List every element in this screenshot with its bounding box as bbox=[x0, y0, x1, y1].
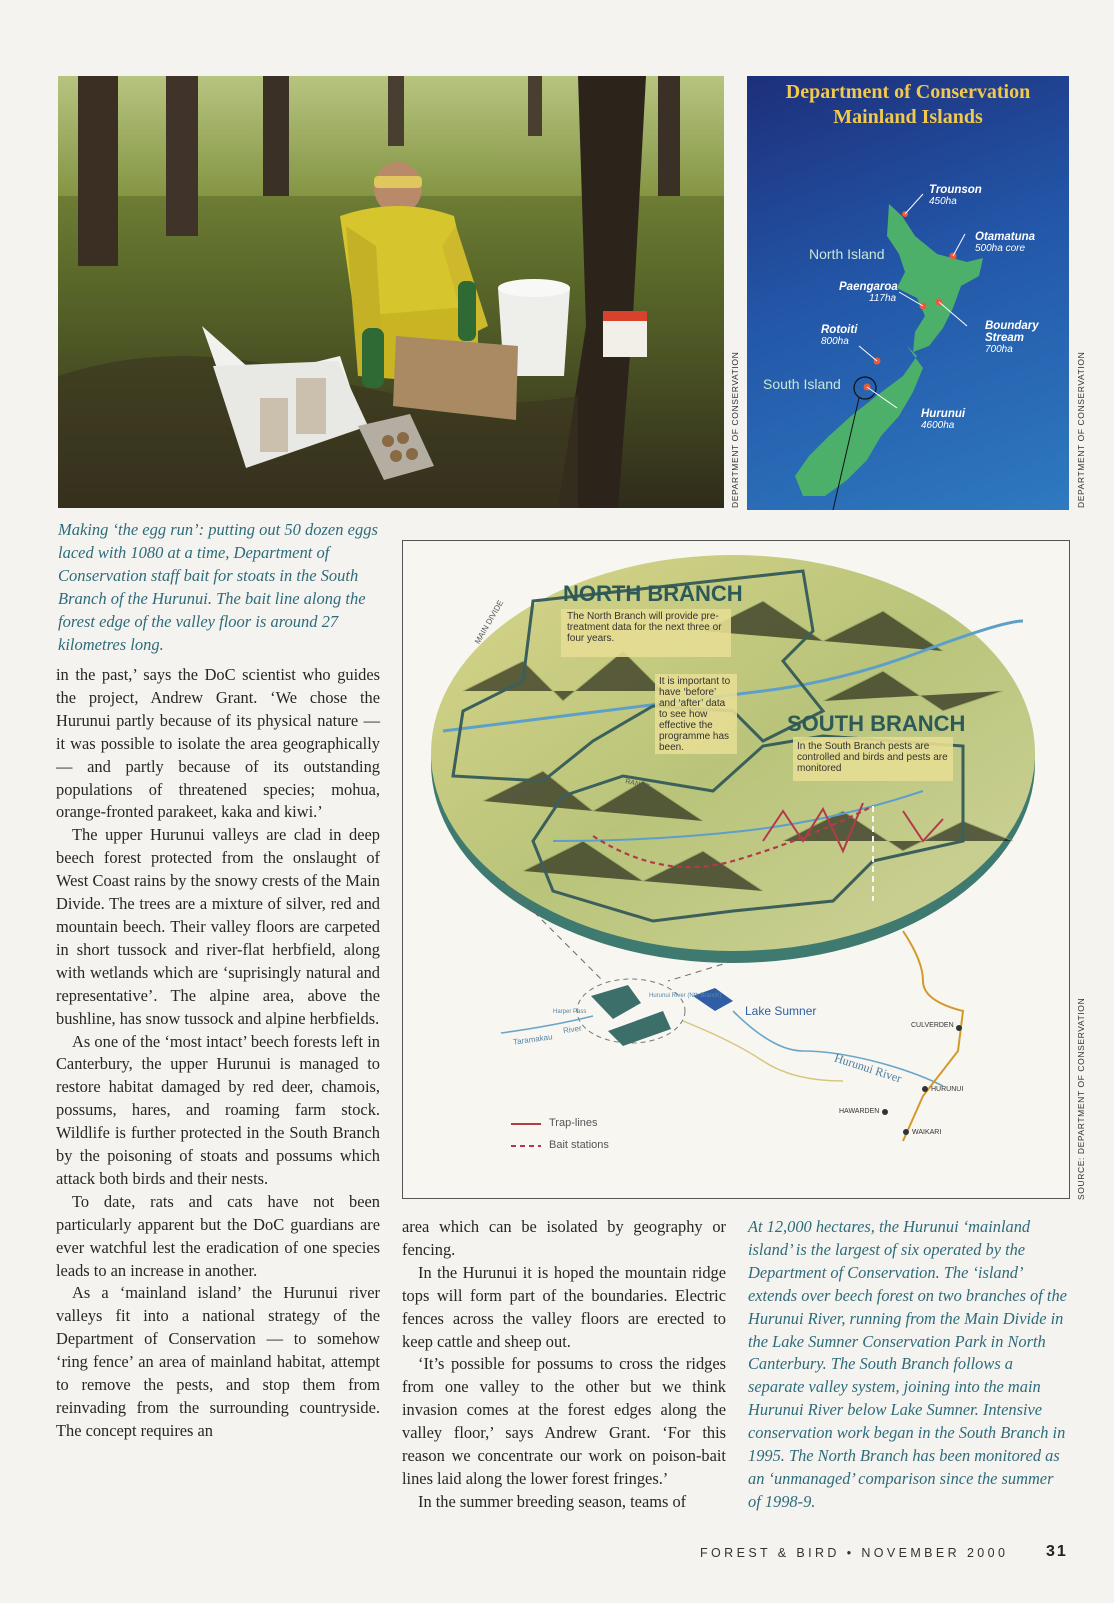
paragraph: As a ‘mainland island’ the Hurunui river valleys fit into a national strategy of the Department of Conservation — to somehow ‘ring fence’ an area of mainland habitat, attempt to remove the pests, and stop them from reinvading from the surrounding countryside. The concept requires an bbox=[56, 1283, 380, 1440]
paragraph: The upper Hurunui valleys are clad in deep beech forest protected from the onslaught of West Coast rains by the snowy crests of the Main Divide. The trees are a mixture of silver, red and mountain beech. Their valley floors are carpeted in short tussock and river-flat herbfield, along with wetlands which are ‘suprisingly natural and representative’. The alpine area, above the bushline, has snow tussock and alpine herbfields. bbox=[56, 825, 380, 1028]
bait-photo bbox=[58, 76, 724, 508]
photo-credit: DEPARTMENT OF CONSERVATION bbox=[730, 351, 740, 508]
hurunui-map-graphic bbox=[403, 541, 1069, 1198]
paragraph: area which can be isolated by geography or fencing. bbox=[402, 1217, 726, 1259]
harper-pass-label: Harper Pass bbox=[553, 1009, 587, 1015]
hurunui-river-label: Hurunui River bbox=[832, 1050, 904, 1086]
doc-map-credit: DEPARTMENT OF CONSERVATION bbox=[1076, 351, 1086, 508]
article-column-2 bbox=[402, 1216, 726, 1514]
town-hurunui: HURUNUI bbox=[931, 1086, 964, 1093]
range-label: RANGE bbox=[624, 778, 651, 791]
lake-sumner-label: Lake Sumner bbox=[745, 1004, 817, 1018]
photo-caption: Making ‘the egg run’: putting out 50 dozen eggs laced with 1080 at a time, Department of Conservation staff bait for stoats in the South Branch of the Hurunui. The bait line along the forest edge of the valley floor is around 27 kilometres long. bbox=[58, 520, 378, 654]
forest-scene-illustration bbox=[58, 76, 724, 508]
north-branch-label: NORTH BRANCH bbox=[563, 581, 743, 606]
site-paengaroa: Paengaroa 117ha bbox=[839, 281, 898, 304]
crawford-label: CRAWFORD bbox=[502, 786, 545, 803]
sidebar-caption bbox=[748, 1216, 1070, 1514]
main-divide-label: MAIN DIVIDE bbox=[473, 598, 506, 646]
river-label: River bbox=[562, 1023, 583, 1036]
north-branch-note: The North Branch will provide pre-treatment data for the next three or four years. bbox=[567, 611, 722, 644]
site-trounson: Trounson 450ha bbox=[929, 184, 982, 207]
paragraph: ‘It’s possible for possums to cross the ridges from one valley to the other but we think invasion comes at the forest edges along the valley floor,’ says Andrew Grant. ‘For this reason we concentrate our work on poison-bait lines laid along the lower forest fringes.’ bbox=[402, 1354, 726, 1488]
south-branch-note: In the South Branch pests are controlled and birds and pests are monitored bbox=[797, 741, 948, 774]
mainland-islands-map bbox=[747, 76, 1069, 510]
legend-trap-lines: Trap-lines bbox=[549, 1117, 598, 1129]
site-boundary-stream: Boundary Stream 700ha bbox=[985, 320, 1039, 355]
hurunui-nth-label: Hurunui River (Nth Branch) bbox=[649, 993, 722, 999]
paragraph: At 12,000 hectares, the Hurunui ‘mainland island’ is the largest of six operated by the Department of Conservation. The ‘island’ extends over beech forest on two branches of the Hurunui River, running from the Main Divide in the Lake Sumner Conservation Park in North Canterbury. The South Branch follows a separate valley system, joining into the main Hurunui River below Lake Sumner. Intensive conservation work began in the South Branch in 1995. The North Branch has been monitored as an ‘unmanaged’ comparison since the summer of 1998-9. bbox=[748, 1217, 1067, 1511]
new-zealand-silhouette bbox=[747, 76, 1069, 510]
taramakau-label: Taramakau bbox=[512, 1032, 554, 1047]
south-island-label: South Island bbox=[763, 376, 841, 392]
paragraph: In the summer breeding season, teams of bbox=[418, 1491, 687, 1511]
page-number: 31 bbox=[1046, 1543, 1068, 1560]
town-culverden: CULVERDEN bbox=[911, 1022, 954, 1029]
article-column-1 bbox=[56, 664, 380, 1443]
paragraph: As one of the ‘most intact’ beech forests left in Canterbury, the upper Hurunui is managed to restore habitat damaged by red deer, chamois, possums, hares, and roaming farm stock. Wildlife is further protected in the South Branch by the poisoning of stoats and possums which attack both birds and their nests. bbox=[56, 1031, 380, 1188]
site-rotoiti: Rotoiti 800ha bbox=[821, 324, 858, 347]
north-island-label: North Island bbox=[809, 246, 885, 262]
hurunui-area-map bbox=[402, 540, 1070, 1199]
site-otamatuna: Otamatuna 500ha core bbox=[975, 231, 1036, 254]
map-title-line1: Department of Conservation bbox=[785, 81, 1031, 103]
town-waikari: WAIKARI bbox=[912, 1129, 942, 1136]
legend-bait-stations: Bait stations bbox=[549, 1139, 609, 1151]
map-title-line2: Mainland Islands bbox=[833, 106, 983, 128]
site-hurunui: Hurunui 4600ha bbox=[921, 408, 966, 431]
south-branch-label: SOUTH BRANCH bbox=[787, 711, 966, 736]
area-map-credit: SOURCE: DEPARTMENT OF CONSERVATION bbox=[1076, 997, 1086, 1200]
paragraph: In the Hurunui it is hoped the mountain ridge tops will form part of the boundaries. Electric fences across the valley floors are erected to keep cattle and sheep out. bbox=[402, 1262, 726, 1351]
town-hawarden: HAWARDEN bbox=[839, 1108, 880, 1115]
paragraph: To date, rats and cats have not been particularly apparent but the DoC guardians are ever watchful lest the eradication of one species leads to an increase in another. bbox=[56, 1191, 380, 1280]
footer-publication: FOREST & BIRD • NOVEMBER 2000 bbox=[700, 1546, 1009, 1560]
paragraph: in the past,’ says the DoC scientist who guides the project, Andrew Grant. ‘We chose the Hurunui partly because of its physical nature — it was possible to isolate the area geographically — and partly because of its outstanding populations of threatened species; mohua, orange-fronted parakeet, kaka and kiwi.’ bbox=[56, 665, 380, 822]
before-after-note: It is important to have ‘before’ and ‘after’ data to see how effective the programme has been. bbox=[659, 676, 731, 753]
